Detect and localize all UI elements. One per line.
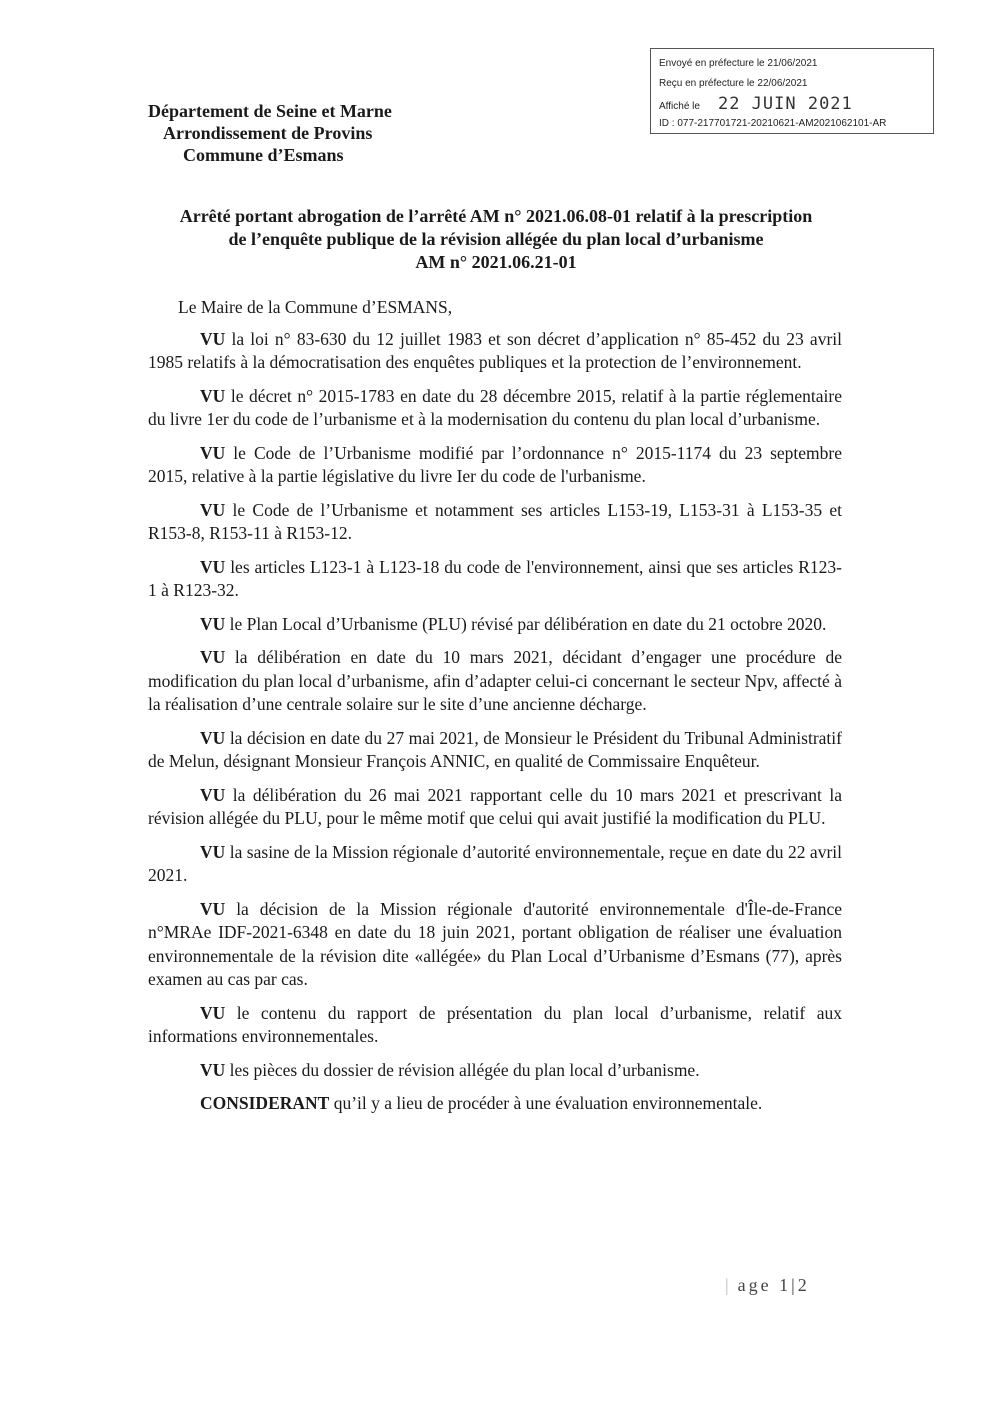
paragraph-vu-10 bbox=[148, 841, 842, 888]
paragraph-text: la loi n° 83-630 du 12 juillet 1983 et son décret d’application n° 85-452 du 23 avril 1985 relatifs à la démocratisation des enquêtes publiques et la protection de l’environnement. bbox=[148, 328, 842, 372]
paragraph-text: le Code de l’Urbanisme et notamment ses articles L153-19, L153-31 à L153-35 et R153-8, R153-11 à R153-12. bbox=[148, 499, 842, 543]
paragraph-text: la décision de la Mission régionale d'autorité environnementale d'Île-de-France n°MRAe IDF-2021-6348 en date du 18 juin 2021, portant obligation de réaliser une évaluation environnementale de la révision dite «allégée» du Plan Local d’Urbanisme d’Esmans (77), après examen au cas par cas. bbox=[148, 898, 842, 989]
paragraph-text: les pièces du dossier de révision allégée du plan local d’urbanisme. bbox=[225, 1059, 700, 1080]
header-arrondissement: Arrondissement de Provins bbox=[163, 123, 373, 143]
footer-page-total: 2 bbox=[797, 1275, 810, 1295]
paragraph-text: le Code de l’Urbanisme modifié par l’ordonnance n° 2015-1174 du 23 septembre 2015, relative à la partie législative du livre Ier du code de l'urbanisme. bbox=[148, 442, 842, 486]
footer-separator: | bbox=[725, 1275, 732, 1295]
stamp-affiche-label: Affiché le bbox=[659, 101, 700, 112]
paragraph-lead: VU bbox=[200, 385, 226, 406]
stamp-affiche bbox=[659, 94, 925, 114]
paragraph-lead: VU bbox=[200, 1059, 226, 1080]
paragraph-lead: VU bbox=[200, 727, 226, 748]
stamp-envoye: Envoyé en préfecture le 21/06/2021 bbox=[659, 58, 818, 69]
paragraph-considerant bbox=[148, 1092, 842, 1116]
paragraph-text: le décret n° 2015-1783 en date du 28 décembre 2015, relatif à la partie réglementaire du livre 1er du code de l’urbanisme et à la modernisation du contenu du plan local d’urbanisme. bbox=[148, 385, 842, 429]
paragraph-vu-1 bbox=[148, 328, 842, 375]
paragraph-vu-6 bbox=[148, 613, 842, 637]
title-line-2: de l’enquête publique de la révision allégée du plan local d’urbanisme bbox=[228, 229, 764, 249]
paragraph-text: le contenu du rapport de présentation du plan local d’urbanisme, relatif aux informations environnementales. bbox=[148, 1002, 842, 1046]
header-departement: Département de Seine et Marne bbox=[148, 101, 392, 121]
footer-page-word: age bbox=[737, 1275, 772, 1295]
intro-paragraph: Le Maire de la Commune d’ESMANS, bbox=[178, 297, 453, 317]
paragraph-vu-13 bbox=[148, 1059, 842, 1083]
paragraph-vu-12 bbox=[148, 1002, 842, 1049]
paragraph-text: la délibération du 26 mai 2021 rapportant celle du 10 mars 2021 et prescrivant la révision allégée du PLU, pour le même motif que celui qui avait justifié la modification du PLU. bbox=[148, 784, 842, 828]
paragraph-vu-9 bbox=[148, 784, 842, 831]
paragraph-vu-11 bbox=[148, 898, 842, 992]
paragraph-vu-2 bbox=[148, 385, 842, 432]
paragraph-lead: VU bbox=[200, 841, 226, 862]
commune-header bbox=[148, 100, 392, 166]
title-line-3: AM n° 2021.06.21-01 bbox=[415, 252, 577, 272]
paragraph-vu-8 bbox=[148, 727, 842, 774]
prefecture-stamp bbox=[650, 48, 934, 134]
paragraph-lead: CONSIDERANT bbox=[200, 1093, 330, 1113]
paragraph-lead: VU bbox=[200, 898, 226, 919]
paragraph-text: qu’il y a lieu de procéder à une évaluation environnementale. bbox=[329, 1093, 763, 1113]
paragraph-lead: VU bbox=[200, 328, 226, 349]
paragraph-lead: VU bbox=[200, 784, 226, 805]
paragraph-text: la décision en date du 27 mai 2021, de Monsieur le Président du Tribunal Administratif de Melun, désignant Monsieur François ANNIC, en qualité de Commissaire Enquêteur. bbox=[148, 727, 842, 771]
paragraph-lead: VU bbox=[200, 647, 226, 667]
paragraph-vu-4 bbox=[148, 499, 842, 546]
paragraph-lead: VU bbox=[200, 613, 226, 634]
paragraph-lead: VU bbox=[200, 556, 226, 577]
footer-page-number: 1 bbox=[779, 1275, 792, 1295]
paragraph-vu-3 bbox=[148, 442, 842, 489]
paragraph-text: le Plan Local d’Urbanisme (PLU) révisé par délibération en date du 21 octobre 2020. bbox=[225, 613, 827, 634]
document-title bbox=[0, 205, 992, 274]
paragraph-lead: VU bbox=[200, 442, 226, 463]
paragraph-vu-7 bbox=[148, 646, 842, 717]
paragraph-text: la sasine de la Mission régionale d’autorité environnementale, reçue en date du 22 avril 2021. bbox=[148, 841, 842, 885]
header-commune: Commune d’Esmans bbox=[183, 145, 344, 165]
document-body bbox=[148, 296, 842, 1126]
title-line-1: Arrêté portant abrogation de l’arrêté AM n° 2021.06.08-01 relatif à la prescription bbox=[179, 206, 813, 226]
stamp-recu: Reçu en préfecture le 22/06/2021 bbox=[659, 78, 808, 89]
stamp-affiche-date: 22 JUIN 2021 bbox=[717, 94, 853, 114]
paragraph-text: la délibération en date du 10 mars 2021, décidant d’engager une procédure de modification du plan local d’urbanisme, afin d’adapter celui-ci concernant le secteur Npv, affecté à la réalisation d’une centrale solaire sur le site d’une ancienne décharge. bbox=[148, 647, 842, 714]
stamp-id: ID : 077-217701721-20210621-AM2021062101-AR bbox=[659, 118, 887, 129]
paragraph-lead: VU bbox=[200, 499, 226, 520]
paragraph-lead: VU bbox=[200, 1002, 226, 1023]
paragraph-text: les articles L123-1 à L123-18 du code de l'environnement, ainsi que ses articles R123-1 à R123-32. bbox=[148, 556, 842, 600]
paragraph-vu-5 bbox=[148, 556, 842, 603]
page-footer: | age 1|2 bbox=[725, 1275, 810, 1295]
